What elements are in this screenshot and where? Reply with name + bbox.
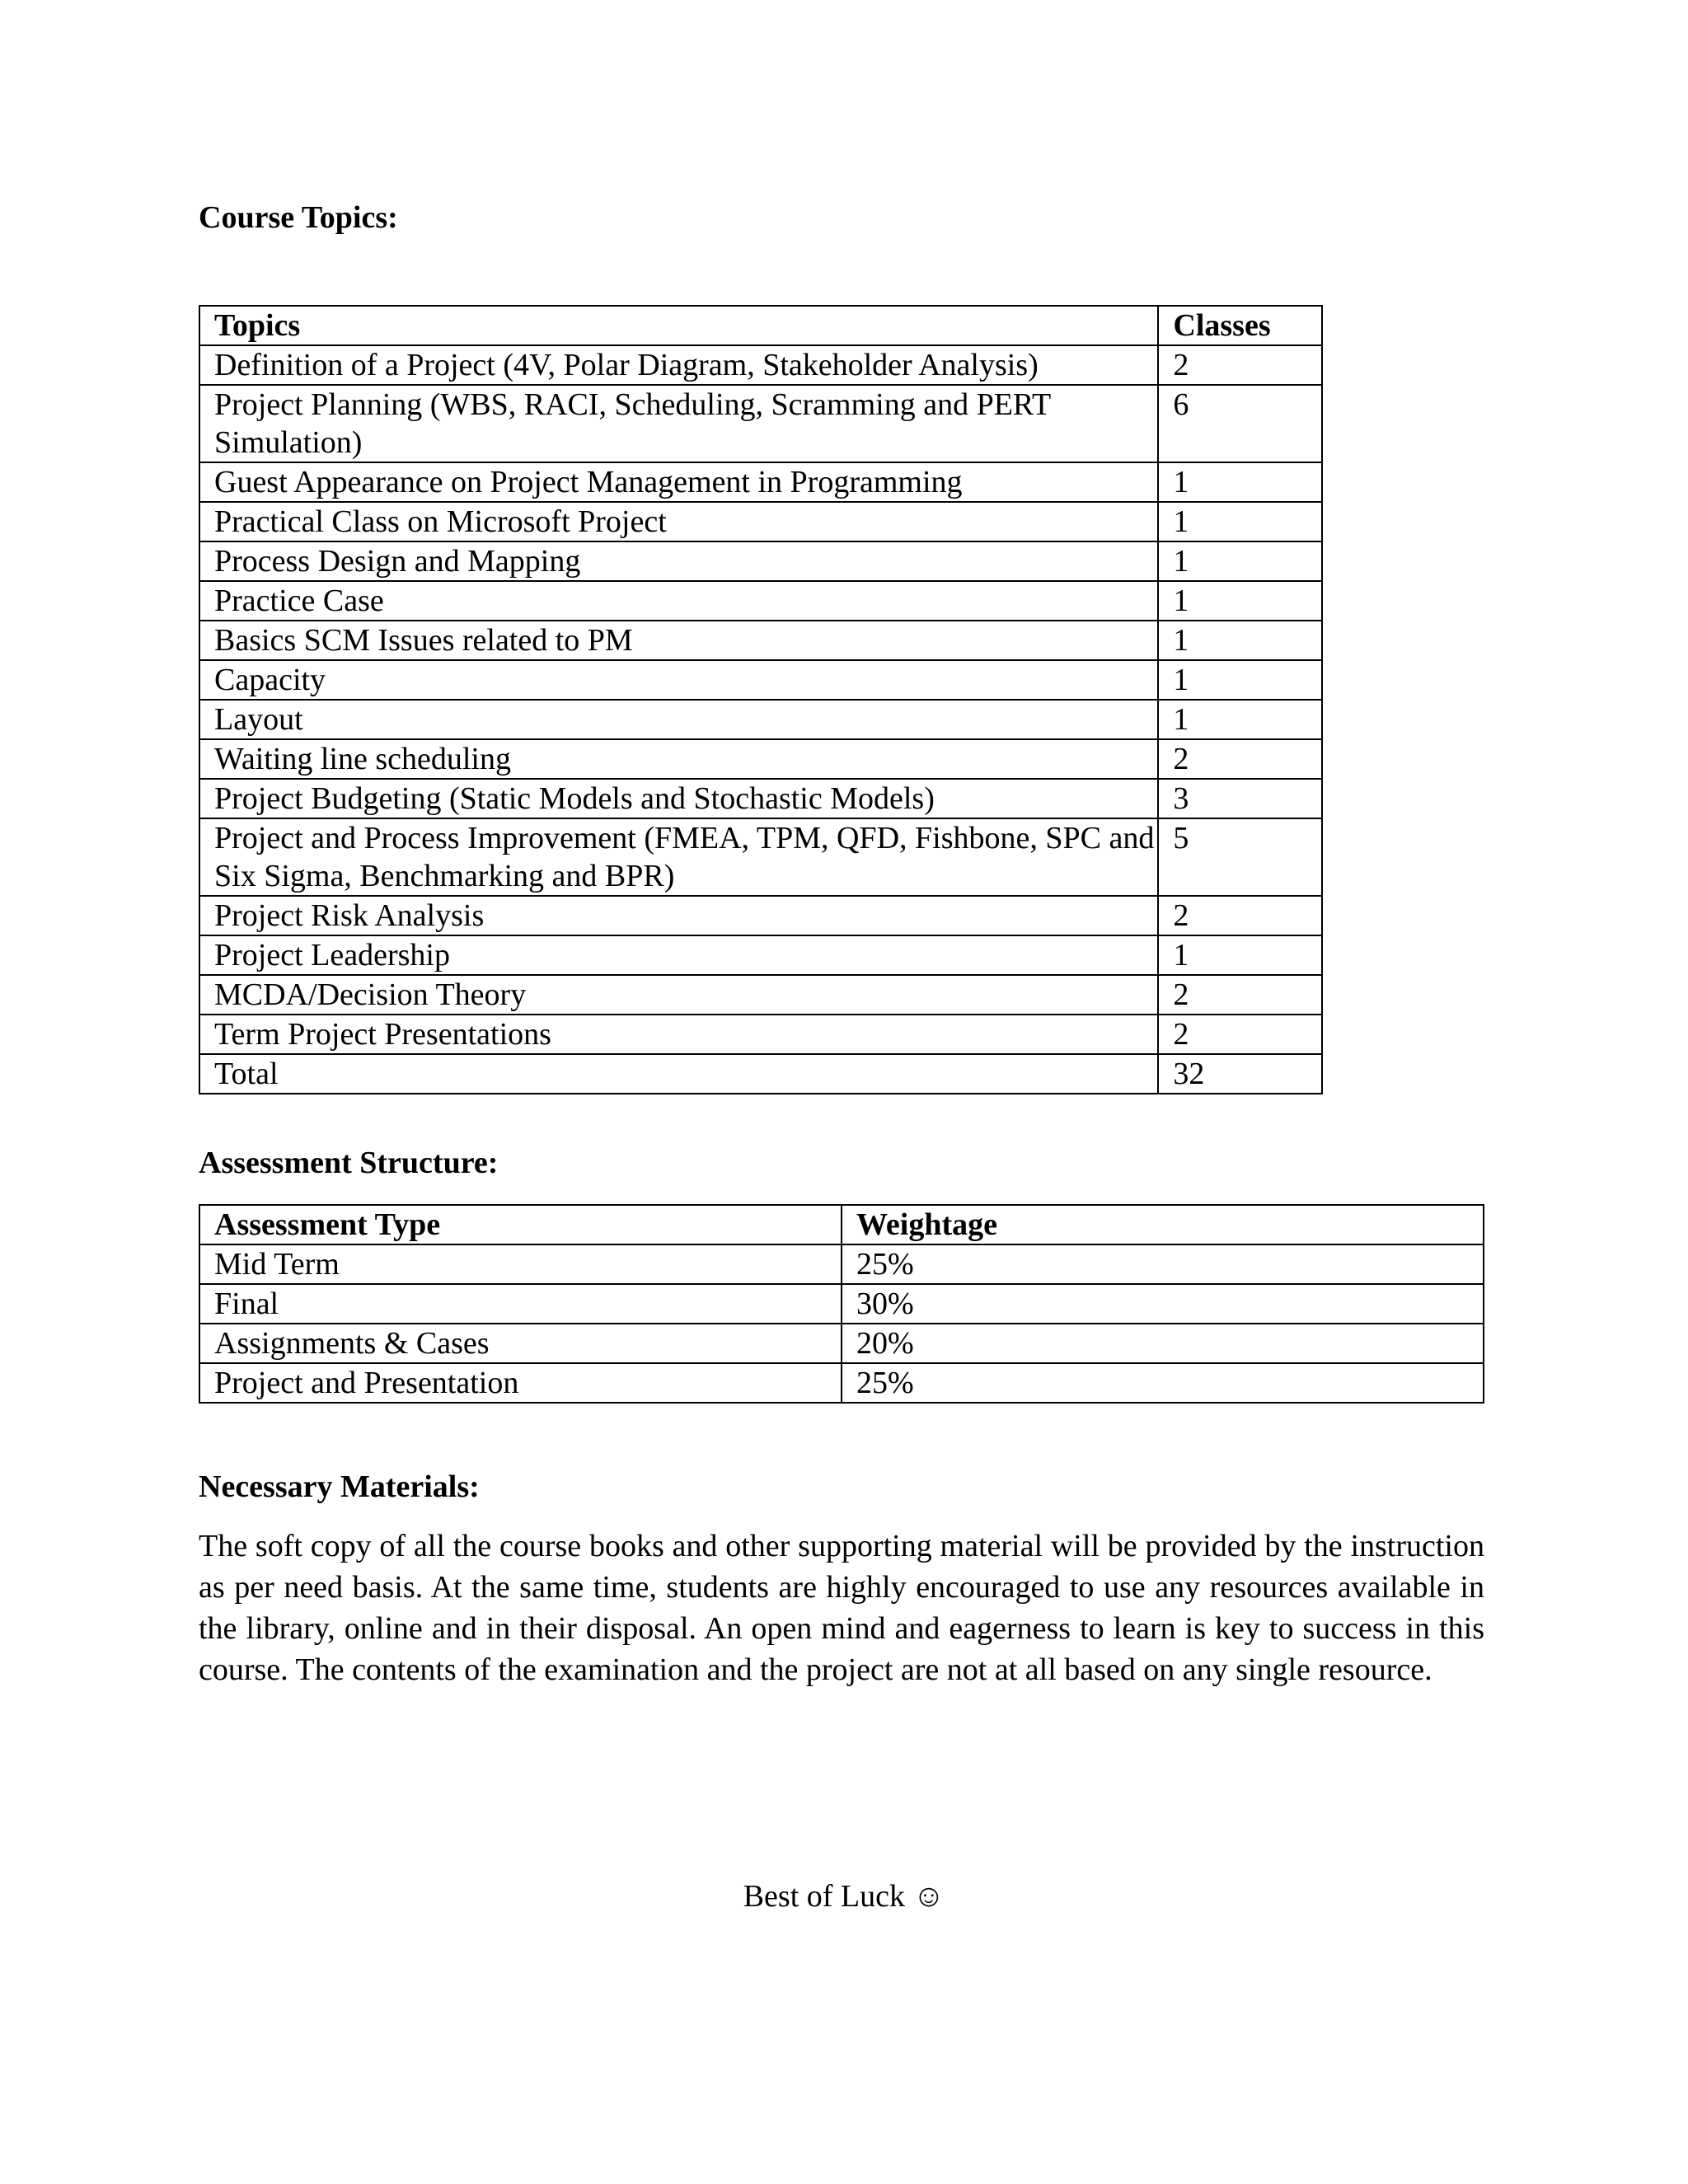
classes-cell: 1 <box>1158 621 1322 660</box>
classes-cell: 1 <box>1158 541 1322 581</box>
assessment-structure-heading: Assessment Structure: <box>199 1146 499 1180</box>
classes-cell: 2 <box>1158 739 1322 779</box>
closing-note: Best of Luck ☺ <box>743 1879 945 1914</box>
table-row <box>199 935 1322 975</box>
table-row <box>199 1284 1484 1324</box>
necessary-materials-paragraph: The soft copy of all the course books and other supporting material will be provided by the instruction as per need basis. At the same time, students are highly encouraged to use any resources available in the library, online and in their disposal. An open mind and eagerness to learn is key to success in this course. The contents of the examination and the project are not at all based on any single resource. <box>199 1529 1484 1687</box>
table-row <box>199 385 1322 462</box>
classes-cell: 2 <box>1158 896 1322 935</box>
course-topics-heading: Course Topics: <box>199 200 398 235</box>
topic-cell: Process Design and Mapping <box>199 541 1158 581</box>
topic-cell: Project Leadership <box>199 935 1158 975</box>
topic-cell: Project Planning (WBS, RACI, Scheduling, Scramming and PERT Simulation) <box>199 385 1158 462</box>
assessment-type-cell: Mid Term <box>199 1244 842 1284</box>
table-row <box>199 1244 1484 1284</box>
column-header-weightage: Weightage <box>842 1205 1484 1244</box>
topic-cell: Total <box>199 1054 1158 1094</box>
weightage-cell: 25% <box>842 1244 1484 1284</box>
table-row <box>199 621 1322 660</box>
assessment-type-cell: Assignments & Cases <box>199 1324 842 1363</box>
topic-cell: Capacity <box>199 660 1158 700</box>
classes-cell: 6 <box>1158 385 1322 462</box>
classes-cell: 3 <box>1158 779 1322 818</box>
table-row <box>199 700 1322 739</box>
column-header-assessment-type: Assessment Type <box>199 1205 842 1244</box>
classes-cell: 1 <box>1158 700 1322 739</box>
table-row <box>199 1054 1322 1094</box>
classes-cell: 5 <box>1158 818 1322 896</box>
topic-cell: Layout <box>199 700 1158 739</box>
topic-cell: Practical Class on Microsoft Project <box>199 502 1158 541</box>
classes-cell: 2 <box>1158 345 1322 385</box>
necessary-materials-heading: Necessary Materials: <box>199 1469 480 1504</box>
topic-cell: Definition of a Project (4V, Polar Diagram, Stakeholder Analysis) <box>199 345 1158 385</box>
topic-cell: Waiting line scheduling <box>199 739 1158 779</box>
table-row <box>199 581 1322 621</box>
table-row <box>199 975 1322 1015</box>
weightage-cell: 20% <box>842 1324 1484 1363</box>
classes-cell: 2 <box>1158 1015 1322 1054</box>
table-row <box>199 1015 1322 1054</box>
column-header-topics: Topics <box>199 306 1158 345</box>
table-row <box>199 818 1322 896</box>
classes-cell: 2 <box>1158 975 1322 1015</box>
course-topics-table <box>199 305 1323 1094</box>
table-row <box>199 345 1322 385</box>
topic-cell: Guest Appearance on Project Management in Programming <box>199 462 1158 502</box>
classes-cell: 32 <box>1158 1054 1322 1094</box>
weightage-cell: 30% <box>842 1284 1484 1324</box>
table-row <box>199 660 1322 700</box>
table-row <box>199 541 1322 581</box>
table-row <box>199 779 1322 818</box>
topic-cell: Project and Process Improvement (FMEA, TPM, QFD, Fishbone, SPC and Six Sigma, Benchmarking and BPR) <box>199 818 1158 896</box>
column-header-classes: Classes <box>1158 306 1322 345</box>
topic-cell: Term Project Presentations <box>199 1015 1158 1054</box>
topic-cell: Project Budgeting (Static Models and Stochastic Models) <box>199 779 1158 818</box>
topic-cell: Practice Case <box>199 581 1158 621</box>
classes-cell: 1 <box>1158 660 1322 700</box>
topic-cell: MCDA/Decision Theory <box>199 975 1158 1015</box>
classes-cell: 1 <box>1158 581 1322 621</box>
table-row <box>199 739 1322 779</box>
topic-cell: Project Risk Analysis <box>199 896 1158 935</box>
assessment-type-cell: Final <box>199 1284 842 1324</box>
classes-cell: 1 <box>1158 935 1322 975</box>
table-row <box>199 502 1322 541</box>
table-row <box>199 462 1322 502</box>
table-row <box>199 1324 1484 1363</box>
table-header-row <box>199 1205 1484 1244</box>
topic-cell: Basics SCM Issues related to PM <box>199 621 1158 660</box>
assessment-structure-table <box>199 1204 1484 1404</box>
table-header-row <box>199 306 1322 345</box>
classes-cell: 1 <box>1158 462 1322 502</box>
weightage-cell: 25% <box>842 1363 1484 1403</box>
table-row <box>199 1363 1484 1403</box>
table-row <box>199 896 1322 935</box>
assessment-type-cell: Project and Presentation <box>199 1363 842 1403</box>
classes-cell: 1 <box>1158 502 1322 541</box>
